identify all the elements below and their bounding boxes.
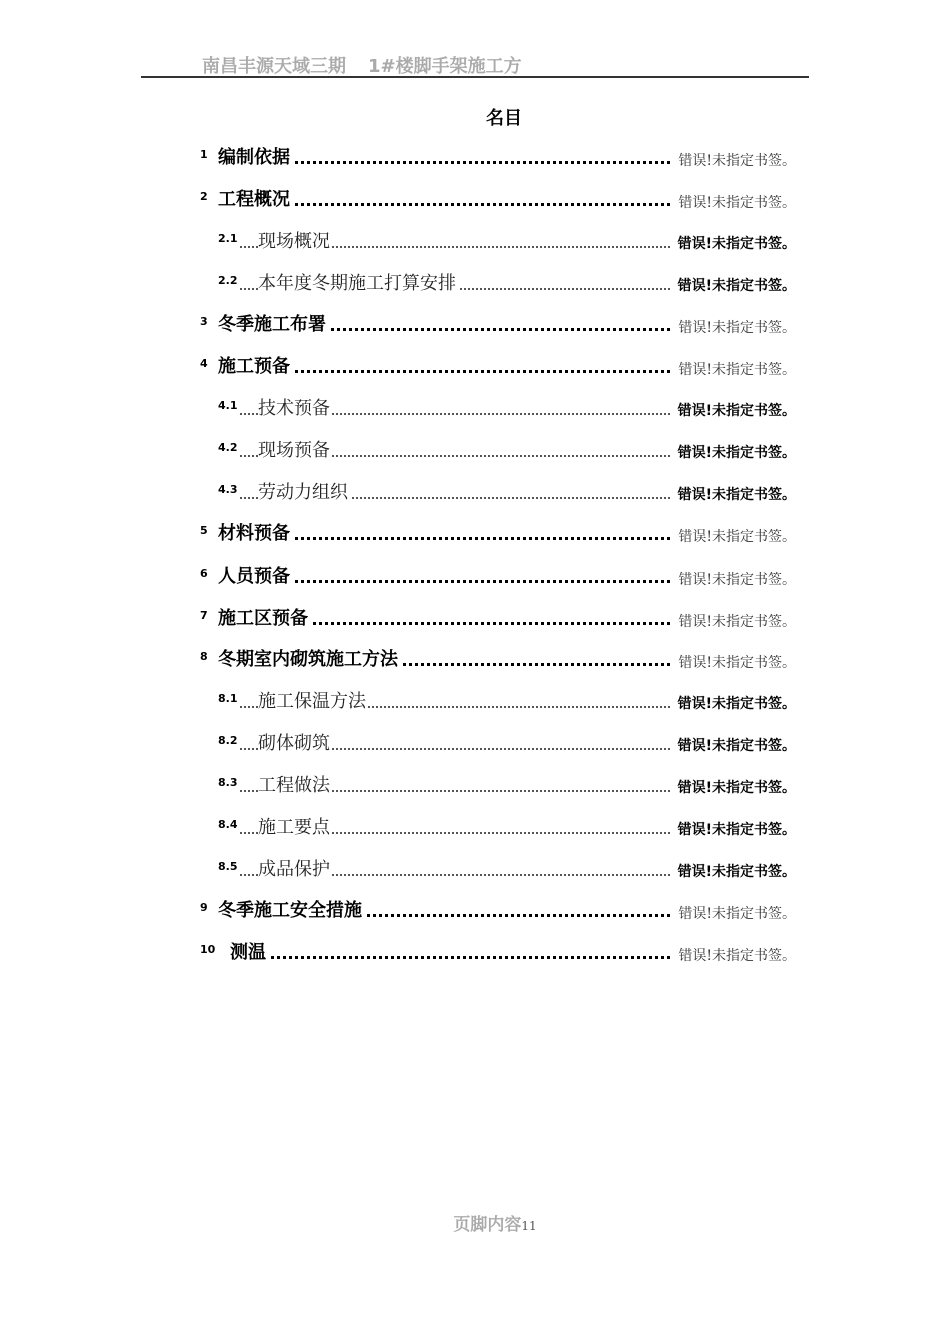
- toc-entry-number: 2.2: [218, 274, 238, 287]
- toc-entry-page: 错误!未指定书签。: [678, 195, 796, 211]
- toc-entry-number: 8: [200, 650, 208, 663]
- toc-entry-title: 施工保温方法: [258, 687, 368, 713]
- toc-entry[interactable]: [200, 399, 796, 429]
- toc-entry-title: 冬季施工安全措施: [218, 896, 364, 922]
- toc-entry[interactable]: [200, 148, 796, 178]
- toc-entry-number: 4.1: [218, 399, 238, 412]
- toc-entry[interactable]: [200, 315, 796, 345]
- toc-entry[interactable]: [200, 567, 796, 597]
- header-document-name: 1#楼脚手架施工方: [368, 56, 522, 77]
- toc-entry-number: 8.5: [218, 860, 238, 873]
- toc-dot-leader: [240, 161, 670, 164]
- toc-entry[interactable]: [200, 692, 796, 722]
- toc-dot-leader: [240, 956, 670, 959]
- toc-dot-leader: [240, 370, 670, 373]
- toc-entry-number: 7: [200, 609, 208, 622]
- toc-entry-number: 4.3: [218, 483, 238, 496]
- toc-entry[interactable]: [200, 776, 796, 806]
- toc-entry[interactable]: [200, 650, 796, 680]
- footer-page-number: 11: [521, 1219, 537, 1233]
- toc-entry-number: 10: [200, 943, 216, 956]
- toc-entry-title: 编制依据: [218, 143, 292, 169]
- toc-entry[interactable]: [200, 483, 796, 513]
- toc-entry-title: 冬季施工布署: [218, 310, 328, 336]
- toc-entry-title: 本年度冬期施工打算安排: [258, 269, 458, 295]
- toc-title: 名目: [486, 108, 522, 129]
- page-footer: [0, 1210, 950, 1235]
- toc-entry-title: 现场概况: [258, 227, 332, 253]
- toc-entry-title: 成品保护: [258, 855, 332, 881]
- toc-entry-title: 人员预备: [218, 562, 292, 588]
- toc-entry[interactable]: [200, 232, 796, 262]
- toc-entry-title: 工程做法: [258, 771, 332, 797]
- toc-entry-page: 错误!未指定书签。: [678, 529, 796, 545]
- toc-entry-number: 1: [200, 148, 208, 161]
- toc-entry-number: 8.2: [218, 734, 238, 747]
- toc-entry-title: 工程概况: [218, 185, 292, 211]
- toc-entry-number: 6: [200, 567, 208, 580]
- toc-entry-number: 5: [200, 524, 208, 537]
- toc-entry-page: 错误!未指定书签。: [677, 487, 796, 503]
- toc-entry-number: 4: [200, 357, 208, 370]
- toc-dot-leader: [240, 537, 670, 540]
- toc-entry[interactable]: [200, 441, 796, 471]
- toc-entry-page: 错误!未指定书签。: [677, 822, 796, 838]
- toc-entry-page: 错误!未指定书签。: [678, 362, 796, 378]
- toc-entry-page: 错误!未指定书签。: [677, 864, 796, 880]
- toc-entry-page: 错误!未指定书签。: [677, 780, 796, 796]
- toc-entry-number: 4.2: [218, 441, 238, 454]
- toc-entry-page: 错误!未指定书签。: [678, 614, 796, 630]
- page-header: [141, 50, 809, 78]
- toc-entry[interactable]: [200, 734, 796, 764]
- toc-entry[interactable]: [200, 190, 796, 220]
- toc-entry[interactable]: [200, 943, 796, 973]
- toc-entry-page: 错误!未指定书签。: [678, 320, 796, 336]
- toc-entry[interactable]: [200, 609, 796, 639]
- toc-entry-page: 错误!未指定书签。: [677, 445, 796, 461]
- toc-entry-page: 错误!未指定书签。: [677, 278, 796, 294]
- toc-entry-title: 现场预备: [258, 436, 332, 462]
- toc-entry-page: 错误!未指定书签。: [678, 153, 796, 169]
- footer-text: 页脚内容: [453, 1215, 522, 1235]
- toc-entry-page: 错误!未指定书签。: [677, 236, 796, 252]
- toc-entry-title: 砌体砌筑: [258, 729, 332, 755]
- toc-entry-number: 9: [200, 901, 208, 914]
- toc-entry-page: 错误!未指定书签。: [678, 655, 796, 671]
- toc-entry[interactable]: [200, 818, 796, 848]
- toc-entry-title: 材料预备: [218, 519, 292, 545]
- toc-dot-leader: [240, 580, 670, 583]
- toc-entry-page: 错误!未指定书签。: [677, 738, 796, 754]
- toc-entry[interactable]: [200, 860, 796, 890]
- toc-entry-page: 错误!未指定书签。: [678, 906, 796, 922]
- toc-entry[interactable]: [200, 357, 796, 387]
- toc-entry-page: 错误!未指定书签。: [677, 696, 796, 712]
- header-project-name: 南昌丰源天域三期: [202, 56, 346, 77]
- toc-entry-page: 错误!未指定书签。: [677, 403, 796, 419]
- toc-entry-number: 3: [200, 315, 208, 328]
- toc-entry-title: 测温: [230, 938, 268, 964]
- toc-entry-title: 冬期室内砌筑施工方法: [218, 645, 400, 671]
- toc-entry[interactable]: [200, 274, 796, 304]
- toc-entry-page: 错误!未指定书签。: [678, 572, 796, 588]
- toc-entry-title: 劳动力组织: [258, 478, 350, 504]
- toc-entry[interactable]: [200, 901, 796, 931]
- toc-entry-number: 8.4: [218, 818, 238, 831]
- toc-entry-title: 施工预备: [218, 352, 292, 378]
- toc-entry-number: 8.1: [218, 692, 238, 705]
- toc-entry-title: 施工区预备: [218, 604, 310, 630]
- toc-entry-number: 8.3: [218, 776, 238, 789]
- toc-dot-leader: [240, 203, 670, 206]
- toc-entry-title: 施工要点: [258, 813, 332, 839]
- toc-entry-number: 2: [200, 190, 208, 203]
- toc-entry-page: 错误!未指定书签。: [678, 948, 796, 964]
- toc-entry[interactable]: [200, 524, 796, 554]
- toc-entry-title: 技术预备: [258, 394, 332, 420]
- toc-entry-number: 2.1: [218, 232, 238, 245]
